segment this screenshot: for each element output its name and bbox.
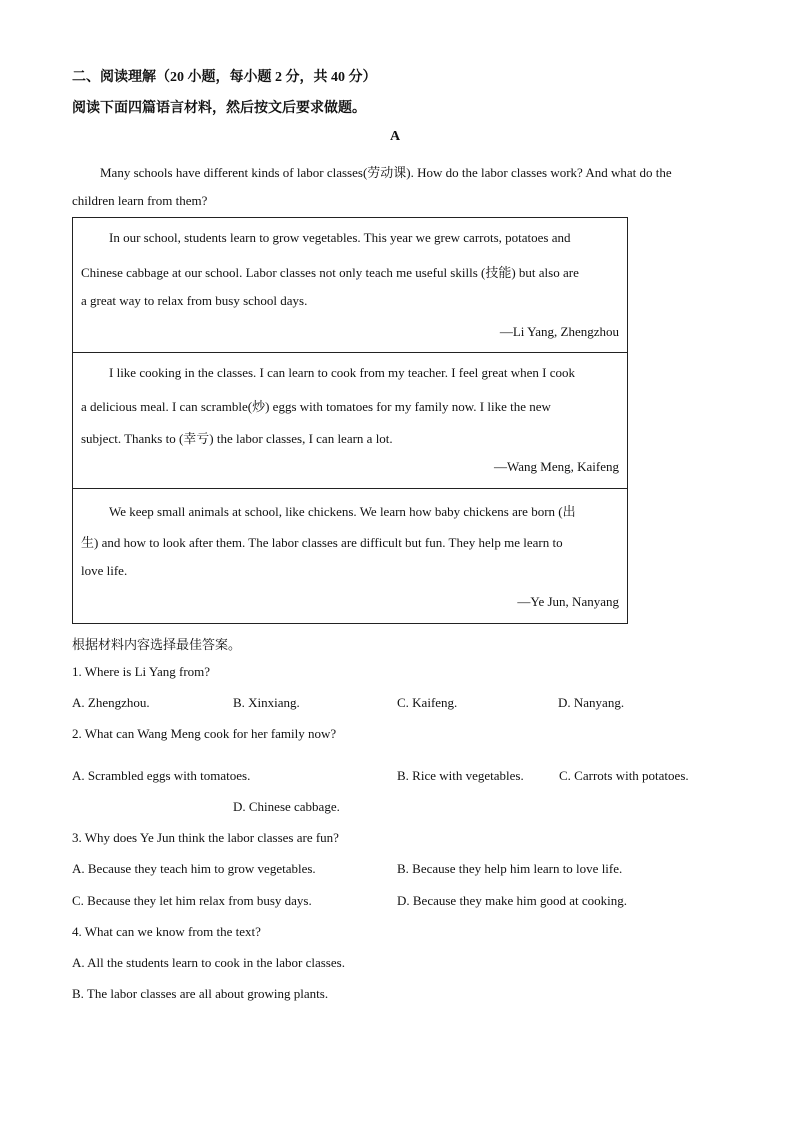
- question-1-option-d[interactable]: D. Nanyang.: [558, 695, 625, 710]
- passage-label: A: [390, 129, 401, 144]
- testimony-line: 生) and how to look after them. The labor classes are difficult but fun. They help me learn to: [81, 535, 563, 550]
- question-2-option-b[interactable]: B. Rice with vegetables.: [397, 768, 524, 783]
- question-4-option-a[interactable]: A. All the students learn to cook in the labor classes.: [72, 955, 345, 970]
- testimony-line: love life.: [81, 563, 128, 578]
- question-3-stem: 3. Why does Ye Jun think the labor classes are fun?: [72, 830, 339, 845]
- question-1-option-b[interactable]: B. Xinxiang.: [233, 695, 300, 710]
- question-1-stem: 1. Where is Li Yang from?: [72, 664, 211, 679]
- testimony-signature: —Li Yang, Zhengzhou: [499, 324, 619, 339]
- testimony-li-yang: [73, 218, 627, 353]
- question-3-option-c[interactable]: C. Because they let him relax from busy days.: [72, 893, 312, 908]
- testimony-line: subject. Thanks to (幸亏) the labor classes, I can learn a lot.: [81, 431, 393, 446]
- question-2-option-d[interactable]: D. Chinese cabbage.: [233, 799, 340, 814]
- question-3-option-b[interactable]: B. Because they help him learn to love life.: [397, 861, 623, 876]
- passage-intro-line-1: Many schools have different kinds of labor classes(劳动课). How do the labor classes work? And what do the: [100, 165, 672, 180]
- question-4-stem: 4. What can we know from the text?: [72, 924, 261, 939]
- question-3-option-a[interactable]: A. Because they teach him to grow vegetables.: [72, 861, 316, 876]
- testimony-line: We keep small animals at school, like chickens. We learn how baby chickens are born (出: [109, 504, 576, 519]
- question-2-option-a[interactable]: A. Scrambled eggs with tomatoes.: [72, 768, 251, 783]
- testimony-ye-jun: [73, 489, 627, 623]
- testimony-line: a delicious meal. I can scramble(炒) eggs with tomatoes for my family now. I like the new: [81, 399, 551, 414]
- questions-instruction: 根据材料内容选择最佳答案。: [72, 637, 242, 652]
- question-2-option-c[interactable]: C. Carrots with potatoes.: [559, 768, 689, 783]
- question-3-option-d[interactable]: D. Because they make him good at cooking.: [397, 893, 627, 908]
- testimony-line: In our school, students learn to grow vegetables. This year we grew carrots, potatoes and: [109, 230, 571, 245]
- question-4-option-b[interactable]: B. The labor classes are all about growing plants.: [72, 986, 329, 1001]
- question-1-option-a[interactable]: A. Zhengzhou.: [72, 695, 150, 710]
- testimony-line: Chinese cabbage at our school. Labor classes not only teach me useful skills (技能) but also are: [81, 265, 579, 280]
- testimony-line: a great way to relax from busy school days.: [81, 293, 308, 308]
- passage-intro-line-2: children learn from them?: [72, 193, 208, 208]
- instruction: 阅读下面四篇语言材料，然后按文后要求做题。: [72, 101, 366, 116]
- testimony-line: I like cooking in the classes. I can learn to cook from my teacher. I feel great when I cook: [109, 365, 576, 380]
- testimony-signature: —Wang Meng, Kaifeng: [494, 459, 619, 474]
- section-title: 二、阅读理解（20 小题，每小题 2 分，共 40 分）: [72, 70, 377, 85]
- question-2-stem: 2. What can Wang Meng cook for her family now?: [72, 726, 337, 741]
- question-1-option-c[interactable]: C. Kaifeng.: [397, 695, 458, 710]
- testimony-table: [72, 217, 628, 624]
- testimony-signature: —Ye Jun, Nanyang: [517, 594, 619, 609]
- testimony-wang-meng: [73, 353, 627, 489]
